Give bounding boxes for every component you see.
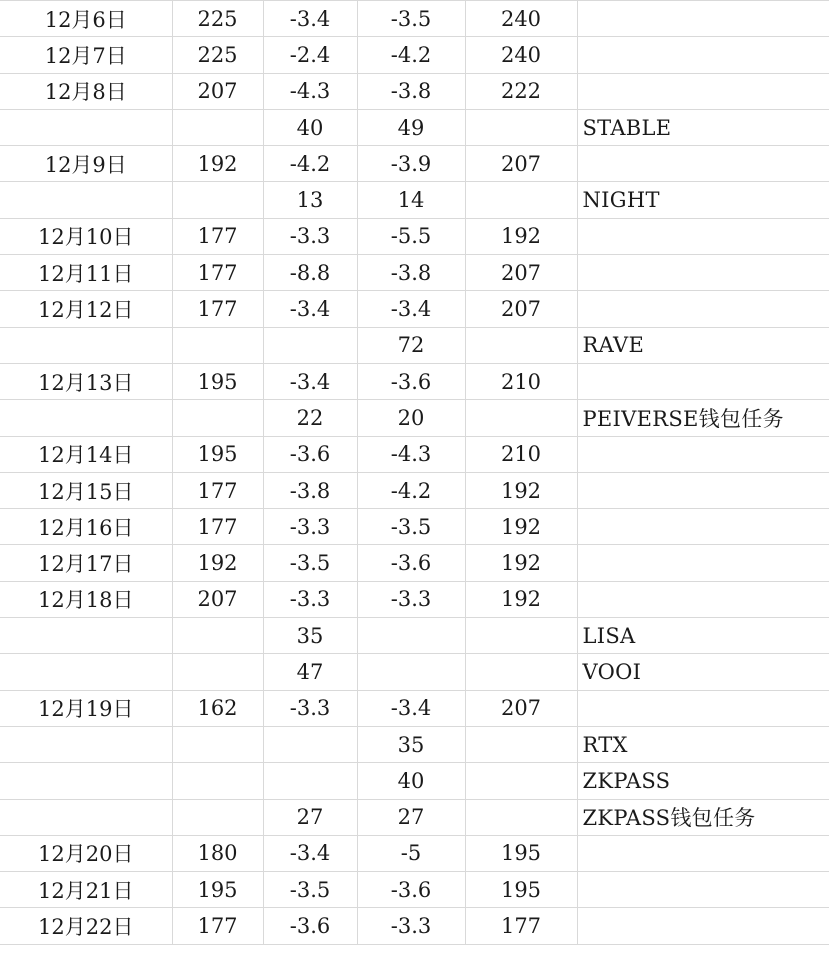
date-cell[interactable] bbox=[0, 182, 172, 218]
note-cell[interactable] bbox=[577, 1, 829, 37]
date-cell[interactable] bbox=[0, 109, 172, 145]
value-cell-col-c[interactable]: -3.5 bbox=[263, 872, 357, 908]
value-cell-col-b[interactable]: 195 bbox=[172, 363, 263, 399]
value-cell-col-d[interactable]: -3.3 bbox=[357, 581, 465, 617]
value-cell-col-e[interactable] bbox=[465, 726, 577, 762]
table-row bbox=[0, 908, 829, 944]
table-row bbox=[0, 654, 829, 690]
value-cell-col-d[interactable]: 20 bbox=[357, 400, 465, 436]
value-cell-col-b[interactable]: 177 bbox=[172, 255, 263, 291]
date-cell[interactable]: 12月10日 bbox=[0, 218, 172, 254]
table-row bbox=[0, 400, 829, 436]
value-cell-col-e[interactable] bbox=[465, 618, 577, 654]
value-cell-col-e[interactable]: 177 bbox=[465, 908, 577, 944]
value-cell-col-c[interactable]: 13 bbox=[263, 182, 357, 218]
note-cell[interactable] bbox=[577, 581, 829, 617]
value-cell-col-e[interactable] bbox=[465, 182, 577, 218]
value-cell-col-e[interactable] bbox=[465, 109, 577, 145]
value-cell-col-c[interactable]: -2.4 bbox=[263, 37, 357, 73]
value-cell-col-c[interactable]: -3.6 bbox=[263, 436, 357, 472]
value-cell-col-e[interactable]: 222 bbox=[465, 73, 577, 109]
value-cell-col-d[interactable]: -4.2 bbox=[357, 37, 465, 73]
note-cell[interactable]: PEIVERSE钱包任务 bbox=[577, 400, 829, 436]
date-cell[interactable]: 12月19日 bbox=[0, 690, 172, 726]
value-cell-col-d[interactable] bbox=[357, 618, 465, 654]
value-cell-col-d[interactable]: -3.8 bbox=[357, 73, 465, 109]
table-row bbox=[0, 436, 829, 472]
value-cell-col-c[interactable]: 47 bbox=[263, 654, 357, 690]
value-cell-col-c[interactable]: -3.4 bbox=[263, 835, 357, 871]
date-cell[interactable]: 12月6日 bbox=[0, 1, 172, 37]
table-row bbox=[0, 835, 829, 871]
value-cell-col-d[interactable]: -3.4 bbox=[357, 690, 465, 726]
table-row bbox=[0, 545, 829, 581]
value-cell-col-c[interactable]: -8.8 bbox=[263, 255, 357, 291]
value-cell-col-d[interactable]: -5 bbox=[357, 835, 465, 871]
value-cell-col-e[interactable]: 240 bbox=[465, 1, 577, 37]
value-cell-col-c[interactable]: -4.3 bbox=[263, 73, 357, 109]
table-row bbox=[0, 182, 829, 218]
date-cell[interactable]: 12月14日 bbox=[0, 436, 172, 472]
date-cell[interactable]: 12月13日 bbox=[0, 363, 172, 399]
value-cell-col-e[interactable]: 207 bbox=[465, 291, 577, 327]
value-cell-col-b[interactable]: 177 bbox=[172, 218, 263, 254]
value-cell-col-e[interactable]: 207 bbox=[465, 690, 577, 726]
note-cell[interactable]: VOOI bbox=[577, 654, 829, 690]
note-cell[interactable] bbox=[577, 363, 829, 399]
note-cell[interactable] bbox=[577, 908, 829, 944]
value-cell-col-c[interactable]: -4.2 bbox=[263, 146, 357, 182]
date-cell[interactable]: 12月15日 bbox=[0, 472, 172, 508]
value-cell-col-e[interactable]: 195 bbox=[465, 835, 577, 871]
note-cell[interactable] bbox=[577, 545, 829, 581]
value-cell-col-c[interactable] bbox=[263, 763, 357, 799]
note-cell[interactable]: RTX bbox=[577, 726, 829, 762]
value-cell-col-d[interactable]: 14 bbox=[357, 182, 465, 218]
note-cell[interactable] bbox=[577, 436, 829, 472]
date-cell[interactable] bbox=[0, 618, 172, 654]
value-cell-col-e[interactable]: 192 bbox=[465, 218, 577, 254]
value-cell-col-d[interactable] bbox=[357, 654, 465, 690]
note-cell[interactable]: ZKPASS钱包任务 bbox=[577, 799, 829, 835]
date-cell[interactable] bbox=[0, 726, 172, 762]
value-cell-col-e[interactable]: 192 bbox=[465, 509, 577, 545]
note-cell[interactable]: NIGHT bbox=[577, 182, 829, 218]
value-cell-col-b[interactable]: 162 bbox=[172, 690, 263, 726]
note-cell[interactable] bbox=[577, 255, 829, 291]
table-row bbox=[0, 581, 829, 617]
value-cell-col-c[interactable]: -3.8 bbox=[263, 472, 357, 508]
note-cell[interactable] bbox=[577, 835, 829, 871]
value-cell-col-b[interactable]: 207 bbox=[172, 73, 263, 109]
table-row bbox=[0, 218, 829, 254]
date-cell[interactable] bbox=[0, 654, 172, 690]
value-cell-col-d[interactable]: 49 bbox=[357, 109, 465, 145]
value-cell-col-d[interactable]: -3.6 bbox=[357, 872, 465, 908]
value-cell-col-b[interactable] bbox=[172, 618, 263, 654]
value-cell-col-d[interactable]: 35 bbox=[357, 726, 465, 762]
value-cell-col-b[interactable]: 195 bbox=[172, 872, 263, 908]
value-cell-col-c[interactable]: -3.5 bbox=[263, 545, 357, 581]
value-cell-col-b[interactable] bbox=[172, 400, 263, 436]
note-cell[interactable] bbox=[577, 509, 829, 545]
date-cell[interactable]: 12月8日 bbox=[0, 73, 172, 109]
note-cell[interactable] bbox=[577, 472, 829, 508]
note-cell[interactable] bbox=[577, 73, 829, 109]
date-cell[interactable]: 12月17日 bbox=[0, 545, 172, 581]
table-row bbox=[0, 37, 829, 73]
note-cell[interactable]: LISA bbox=[577, 618, 829, 654]
table-row bbox=[0, 509, 829, 545]
value-cell-col-d[interactable]: -4.2 bbox=[357, 472, 465, 508]
value-cell-col-c[interactable] bbox=[263, 726, 357, 762]
table-row bbox=[0, 255, 829, 291]
value-cell-col-c[interactable] bbox=[263, 327, 357, 363]
value-cell-col-d[interactable]: 72 bbox=[357, 327, 465, 363]
value-cell-col-d[interactable]: -3.9 bbox=[357, 146, 465, 182]
note-cell[interactable] bbox=[577, 146, 829, 182]
table-row bbox=[0, 146, 829, 182]
table-row bbox=[0, 618, 829, 654]
value-cell-col-b[interactable]: 177 bbox=[172, 291, 263, 327]
table-row bbox=[0, 472, 829, 508]
date-cell[interactable]: 12月7日 bbox=[0, 37, 172, 73]
table-row bbox=[0, 872, 829, 908]
value-cell-col-c[interactable]: -3.3 bbox=[263, 581, 357, 617]
value-cell-col-e[interactable]: 192 bbox=[465, 545, 577, 581]
value-cell-col-c[interactable]: 27 bbox=[263, 799, 357, 835]
table-row bbox=[0, 291, 829, 327]
value-cell-col-e[interactable]: 210 bbox=[465, 436, 577, 472]
note-cell[interactable] bbox=[577, 37, 829, 73]
value-cell-col-e[interactable] bbox=[465, 400, 577, 436]
note-cell[interactable]: STABLE bbox=[577, 109, 829, 145]
value-cell-col-b[interactable]: 180 bbox=[172, 835, 263, 871]
value-cell-col-b[interactable]: 177 bbox=[172, 509, 263, 545]
note-cell[interactable] bbox=[577, 291, 829, 327]
value-cell-col-c[interactable]: -3.4 bbox=[263, 363, 357, 399]
table-row bbox=[0, 73, 829, 109]
value-cell-col-b[interactable]: 192 bbox=[172, 146, 263, 182]
table-row bbox=[0, 690, 829, 726]
value-cell-col-e[interactable] bbox=[465, 763, 577, 799]
value-cell-col-c[interactable]: -3.4 bbox=[263, 1, 357, 37]
value-cell-col-b[interactable]: 207 bbox=[172, 581, 263, 617]
value-cell-col-b[interactable] bbox=[172, 799, 263, 835]
value-cell-col-e[interactable]: 192 bbox=[465, 472, 577, 508]
value-cell-col-e[interactable] bbox=[465, 327, 577, 363]
date-cell[interactable]: 12月22日 bbox=[0, 908, 172, 944]
value-cell-col-d[interactable]: 40 bbox=[357, 763, 465, 799]
date-cell[interactable] bbox=[0, 799, 172, 835]
table-row bbox=[0, 327, 829, 363]
table-row bbox=[0, 1, 829, 37]
date-cell[interactable]: 12月21日 bbox=[0, 872, 172, 908]
value-cell-col-e[interactable]: 195 bbox=[465, 872, 577, 908]
value-cell-col-c[interactable]: -3.3 bbox=[263, 509, 357, 545]
value-cell-col-e[interactable]: 210 bbox=[465, 363, 577, 399]
value-cell-col-c[interactable]: -3.6 bbox=[263, 908, 357, 944]
date-cell[interactable]: 12月16日 bbox=[0, 509, 172, 545]
value-cell-col-b[interactable]: 192 bbox=[172, 545, 263, 581]
table-row bbox=[0, 799, 829, 835]
table-row bbox=[0, 363, 829, 399]
note-cell[interactable] bbox=[577, 690, 829, 726]
value-cell-col-e[interactable]: 207 bbox=[465, 146, 577, 182]
note-cell[interactable]: ZKPASS bbox=[577, 763, 829, 799]
value-cell-col-e[interactable] bbox=[465, 799, 577, 835]
date-cell[interactable] bbox=[0, 327, 172, 363]
value-cell-col-c[interactable]: 40 bbox=[263, 109, 357, 145]
value-cell-col-c[interactable]: -3.4 bbox=[263, 291, 357, 327]
value-cell-col-d[interactable]: -3.8 bbox=[357, 255, 465, 291]
value-cell-col-e[interactable]: 192 bbox=[465, 581, 577, 617]
value-cell-col-d[interactable]: -5.5 bbox=[357, 218, 465, 254]
value-cell-col-b[interactable]: 195 bbox=[172, 436, 263, 472]
value-cell-col-c[interactable]: 22 bbox=[263, 400, 357, 436]
date-cell[interactable]: 12月18日 bbox=[0, 581, 172, 617]
value-cell-col-c[interactable]: -3.3 bbox=[263, 690, 357, 726]
date-cell[interactable]: 12月11日 bbox=[0, 255, 172, 291]
value-cell-col-d[interactable]: -3.3 bbox=[357, 908, 465, 944]
value-cell-col-b[interactable] bbox=[172, 726, 263, 762]
value-cell-col-b[interactable] bbox=[172, 182, 263, 218]
value-cell-col-e[interactable]: 207 bbox=[465, 255, 577, 291]
value-cell-col-b[interactable]: 225 bbox=[172, 37, 263, 73]
value-cell-col-d[interactable]: -3.6 bbox=[357, 363, 465, 399]
value-cell-col-d[interactable]: -3.4 bbox=[357, 291, 465, 327]
table-row bbox=[0, 109, 829, 145]
value-cell-col-b[interactable] bbox=[172, 654, 263, 690]
date-cell[interactable]: 12月12日 bbox=[0, 291, 172, 327]
value-cell-col-c[interactable]: 35 bbox=[263, 618, 357, 654]
value-cell-col-d[interactable]: -4.3 bbox=[357, 436, 465, 472]
value-cell-col-d[interactable]: -3.6 bbox=[357, 545, 465, 581]
value-cell-col-d[interactable]: -3.5 bbox=[357, 1, 465, 37]
value-cell-col-c[interactable]: -3.3 bbox=[263, 218, 357, 254]
table-row bbox=[0, 763, 829, 799]
value-cell-col-e[interactable]: 240 bbox=[465, 37, 577, 73]
value-cell-col-d[interactable]: -3.5 bbox=[357, 509, 465, 545]
value-cell-col-d[interactable]: 27 bbox=[357, 799, 465, 835]
value-cell-col-b[interactable]: 225 bbox=[172, 1, 263, 37]
date-cell[interactable] bbox=[0, 400, 172, 436]
value-cell-col-b[interactable]: 177 bbox=[172, 472, 263, 508]
date-cell[interactable]: 12月9日 bbox=[0, 146, 172, 182]
value-cell-col-e[interactable] bbox=[465, 654, 577, 690]
date-cell[interactable]: 12月20日 bbox=[0, 835, 172, 871]
value-cell-col-b[interactable] bbox=[172, 327, 263, 363]
note-cell[interactable] bbox=[577, 872, 829, 908]
date-cell[interactable] bbox=[0, 763, 172, 799]
note-cell[interactable]: RAVE bbox=[577, 327, 829, 363]
value-cell-col-b[interactable] bbox=[172, 763, 263, 799]
note-cell[interactable] bbox=[577, 218, 829, 254]
value-cell-col-b[interactable] bbox=[172, 109, 263, 145]
value-cell-col-b[interactable]: 177 bbox=[172, 908, 263, 944]
table-row bbox=[0, 726, 829, 762]
